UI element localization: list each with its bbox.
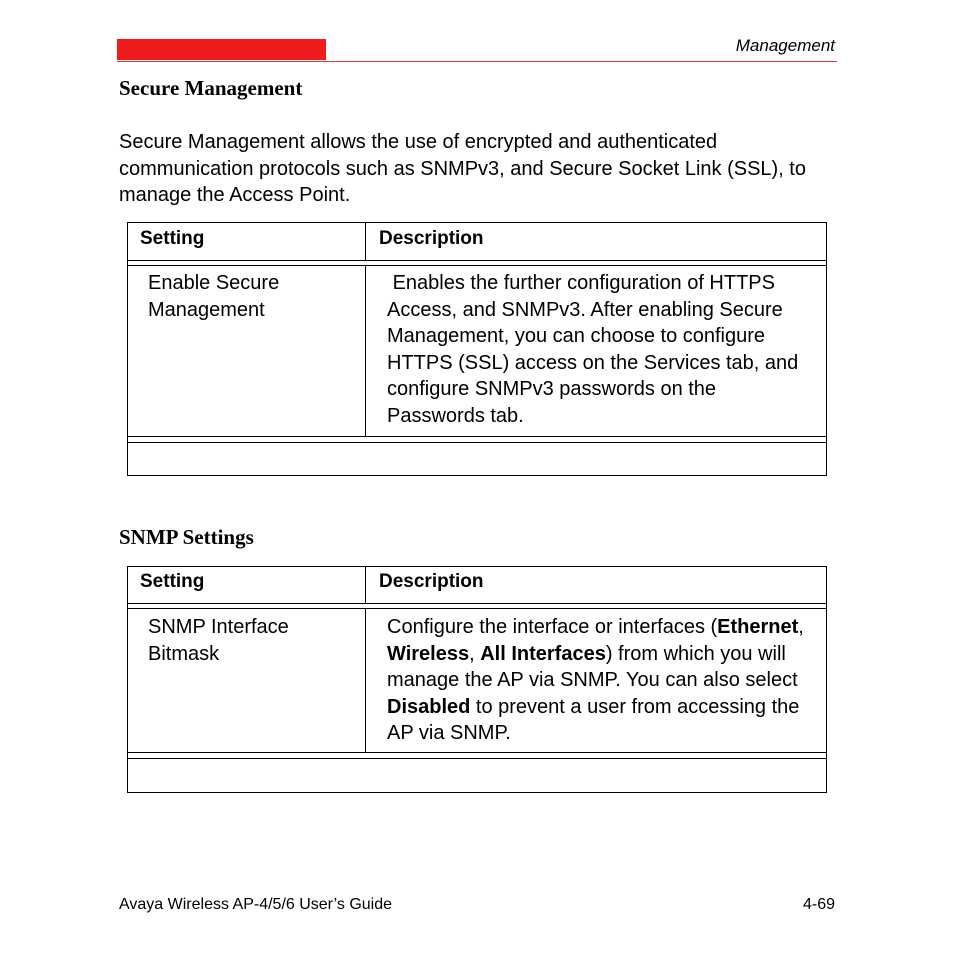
description-cell: Enables the further configuration of HTTPS Access, and SNMPv3. After enabling Secure Management, you can choose to configure HTTPS (SSL) access on the Services tab, and configure SNMPv3 passwords on the Passwords tab. — [387, 272, 804, 427]
footer-page-number: 4-69 — [802, 896, 835, 913]
section-title-snmp-settings: SNMP Settings — [119, 525, 254, 549]
section-title-secure-management: Secure Management — [119, 76, 303, 100]
column-header-setting: Setting — [140, 571, 205, 592]
header-rule — [117, 61, 837, 62]
description-cell: Configure the interface or interfaces (Ethernet, Wireless, All Interfaces) from which you will manage the AP via SNMP. You can also select Disabled to prevent a user from accessing the AP via SNMP. — [387, 616, 804, 744]
column-header-description: Description — [379, 228, 484, 249]
option-wireless: Wireless — [387, 642, 470, 665]
column-header-description: Description — [379, 571, 484, 592]
chapter-title: Management — [735, 36, 835, 55]
footer-guide-title: Avaya Wireless AP-4/5/6 User’s Guide — [119, 896, 393, 913]
setting-cell: Enable Secure Management — [148, 272, 280, 321]
option-ethernet: Ethernet — [717, 616, 799, 638]
option-disabled: Disabled — [387, 695, 471, 718]
intro-paragraph: Secure Management allows the use of encrypted and authenticated communication protocols such as SNMPv3, and Secure Socket Link (SSL), to manage the Access Point. — [119, 131, 806, 206]
column-header-setting: Setting — [140, 228, 205, 249]
setting-cell: SNMP Interface Bitmask — [148, 616, 289, 665]
header-accent-bar — [117, 39, 326, 60]
option-all-interfaces: All Interfaces — [480, 642, 606, 665]
